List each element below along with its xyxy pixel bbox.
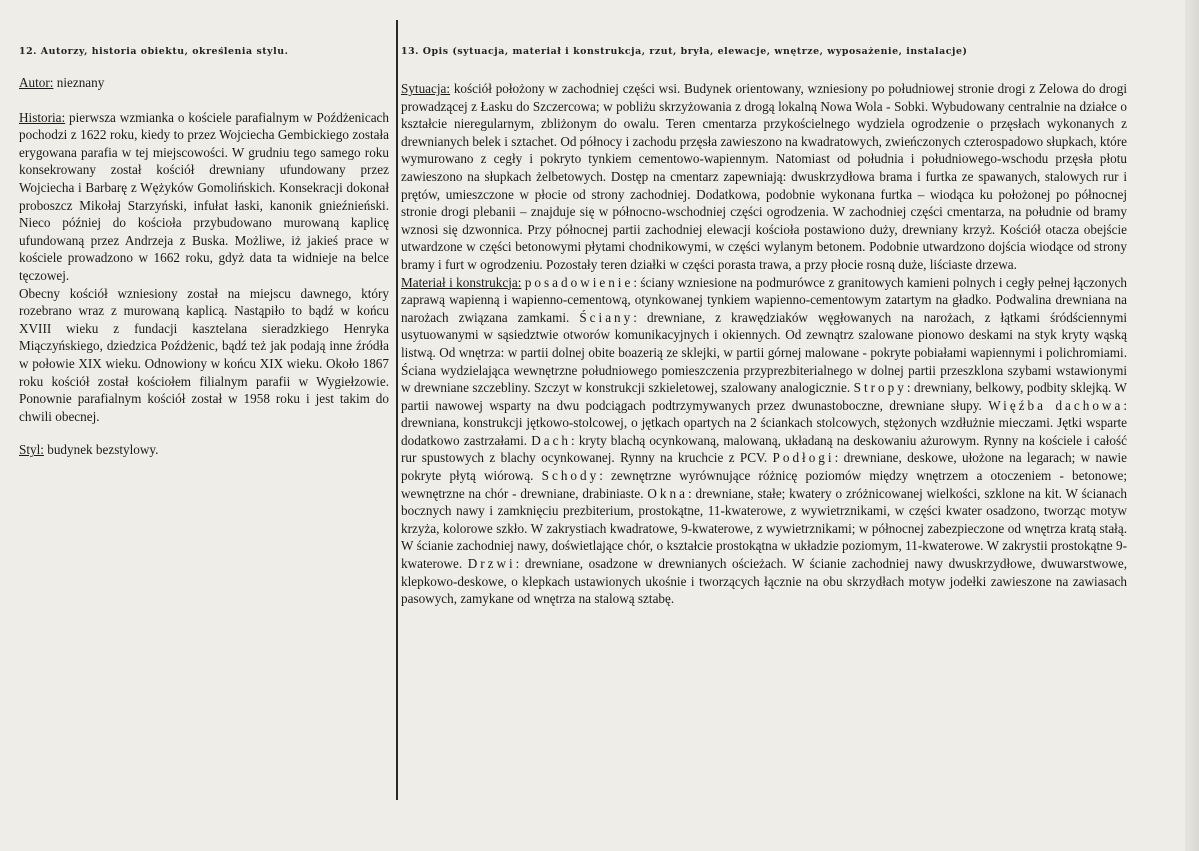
- schody-label: Schody: [541, 468, 600, 484]
- schody-text: : zewnętrzne wyrównujące różnicę poziomów między wnętrzem a otoczeniem - betonowe; wewnętrzne na chór - drewniane, drabiniaste.: [401, 468, 1127, 501]
- dach-label: Dach: [531, 432, 572, 448]
- stropy-label: Stropy: [853, 380, 907, 396]
- styl-text: budynek bezstylowy.: [43, 442, 159, 458]
- styl-label: Styl:: [19, 442, 44, 458]
- wiezba-text: : drewniana, konstrukcji jętkowo-stolcowej, o jętkach opartych na 2 ściankach stolcowych, stężonych wzdłużnie mieczami. Jętki wsparte dodatkowo zastrzałami.: [401, 397, 1127, 448]
- sytuacja-paragraph: [401, 80, 1127, 274]
- sytuacja-label: Sytuacja:: [401, 81, 451, 96]
- section-12-header: 12. Autorzy, historia obiektu, określenia stylu.: [19, 46, 289, 57]
- okna-text: : drewniane, stałe; kwatery o zróżnicowanej wielkości, szklone na kit. W ścianach bocznych nawy i zamknięciu prezbiterium, prostokątne, 11-kwaterowe, z wywietrznikami, w części kwater osadzono, tworząc motyw krzyża, kolorowe szkło. W zakrystiach kwadratowe, 9-kwaterowe, z wywietrznikami; w północnej zabezpieczone od wnętrza kratą stałą. W ścianie zachodniej nawy, doświetlające chór, o kształcie prostokątna w układzie poziomym, 11-kwaterowe. W zakrystii prostokątne 9-kwaterowe.: [401, 485, 1127, 572]
- fundament-label: posadowienie: [524, 274, 634, 290]
- sciany-label: Ściany: [579, 309, 634, 325]
- historia-text: pierwsza wzmianka o kościele parafialnym w Poźdżenicach pochodzi z 1622 roku, kiedy to przez Wojciecha Gembickiego została erygowana parafia w tej miejscowości. W grudniu tego samego roku konsekrowany został kościół drewniany ufundowany przez Wojciecha i Barbarę z Wężyków Gomolińskich. Konsekracji dokonał proboszcz Mikołaj Starzyński, infułat łaski, kanonik gnieźnieński. Nieco później do kościoła przybudowano murowaną kaplicę ufundowaną przez Andrzeja z Buska. Możliwe, iż jakieś prace w kościele prowadzono w 1662 roku, gdyż data ta widnieje na belce tęczowej.: [19, 109, 389, 283]
- fundament-text: : ściany wzniesione na podmurówce z granitowych kamieni polnych i cegły pełnej łączonych zaprawą wapienną i wapienno-cementową, otynkowanej tynkiem wapienno-cementowym zatartym na gładko. Podwalina drewniana na narożach związana zamkami.: [401, 274, 1128, 325]
- podlogi-text: : drewniane, deskowe, ułożone na legarach; w nawie pokryte płytą wiórową.: [401, 450, 1127, 484]
- section-13-header: 13. Opis (sytuacja, materiał i konstrukcja, rzut, bryła, elewacje, wnętrze, wyposażenie, instalacje): [401, 46, 968, 57]
- styl-paragraph: [19, 441, 389, 459]
- historia-label: Historia:: [19, 109, 66, 125]
- stropy-text: : drewniany, belkowy, podbity sklejką. W partii nawowej wsparty na dwu podciągach podtrzymywanych przez dwunastoboczne, drewniane słupy.: [401, 380, 1127, 413]
- autor-paragraph: [19, 74, 389, 92]
- material-paragraph: [401, 274, 1127, 608]
- drzwi-text: : drewniane, osadzone w drewnianych ościeżach. W ścianie zachodniej nawy dwuskrzydłowe, dwuwarstwowe, klepkowo-deskowe, o klepkach ustawionych ukośnie i tworzących łącznie na obu skrzydłach motyw jodełki zawieszone na zawiasach pasowych, zamykane od wnętrza na stalową sztabę.: [401, 556, 1127, 607]
- material-label: Materiał i konstrukcja:: [401, 274, 522, 290]
- left-column: [19, 46, 389, 459]
- right-column: [401, 46, 1127, 608]
- historia-paragraph: [19, 109, 389, 285]
- okna-label: Okna: [647, 485, 688, 501]
- column-divider: [396, 20, 398, 800]
- autor-label: Autor:: [19, 75, 54, 90]
- drzwi-label: Drzwi: [467, 556, 516, 572]
- sytuacja-text: kościół położony w zachodniej części wsi. Budynek orientowany, wzniesiony po południowej stronie drogi z Zelowa do drogi prowadzącej z Łasku do Szczercowa; w pobliżu skrzyżowania z drogą lokalną Nowa Wola - Sobki. Wybudowany centralnie na działce o kształcie nieregularnym, zbliżonym do owalu. Teren cmentarza przykościelnego wydziela ogrodzenie o przęsłach wykonanych z drewnianych belek i sztachet. Od północy i zachodu przęsła zawieszono na kwadratowych, zwieńczonych czterospadowo słupkach, które wymurowano z cegły i pokryto tynkiem cementowo-wapiennym. Natomiast od południa i południowego-wschodu przęsła płotu zawieszono na słupkach żelbetowych. Dostęp na cmentarz zapewniają: dwuskrzydłowa brama i furtka ze spawanych, stalowych rur i prętów, umieszczone w płocie od strony zachodniej. Dodatkowa, podobnie wykonana furtka – wiodąca ku położonej po północnej stronie drogi plebanii – znajduje się w północno-wschodniej części ogrodzenia. W zachodniej części cmentarza, na południe od bramy wznosi się dzwonnica. Przy północnej partii zachodniej elewacji kościoła postawiono duży, drewniany krzyż. Kościół otacza obejście utwardzone w części betonowymi płytami chodnikowymi, w części wylanym betonem. Podobnie utwardzono dojścia wiodące od strony bramy i furt w ogrodzeniu. Pozostały teren działki w części porasta trawa, a przy płocie rosną duże, liściaste drzewa.: [401, 81, 1127, 272]
- dach-text: : kryty blachą ocynkowaną, malowaną, układaną na deskowaniu ażurowym. Rynny na kościele i całość rur spustowych z blachy ocynkowanej. Rynny na kruchcie z PCV.: [401, 432, 1127, 466]
- sciany-text: : drewniane, z krawędziaków węgłowanych na narożach, z łątkami śródściennymi usytuowanymi w sąsiedztwie otworów komunikacyjnych i okiennych. Od zewnątrz szalowane pionowo deskami na styk kryty wąską listwą. Od wnętrza: w partii dolnej obite boazerią ze sklejki, w partii górnej malowane - pokryte pobiałami wapiennymi i polichromiami. Ściana wydzielająca wewnętrzne południowego pomieszczenia przyprezbiterialnego w dolnej partii przeszklona szybami wstawionymi w drewniane szczebliny. Szczyt w konstrukcji szkieletowej, szalowany analogicznie.: [401, 309, 1127, 396]
- podlogi-label: Podłogi: [772, 450, 835, 466]
- wiezba-label: Więźba dachowa: [988, 397, 1124, 413]
- historia-paragraph-2: Obecny kościół wzniesiony został na miejscu dawnego, który rozebrano wraz z murowaną kaplicą. Nastąpiło to bądź w końcu XVIII wieku z fundacji kasztelana sieradzkiego Henryka Miączyńskiego, dziedzica Poźdżenic, bądź też jak podają inne źródła w połowie XIX wieku. Odnowiony w końcu XIX wieku. Około 1867 roku kościół został kościołem filialnym parafii w Wygiełzowie. Ponownie parafialnym kościół został w 1958 roku i jest takim do chwili obecnej.: [19, 285, 389, 424]
- autor-text: nieznany: [53, 75, 105, 90]
